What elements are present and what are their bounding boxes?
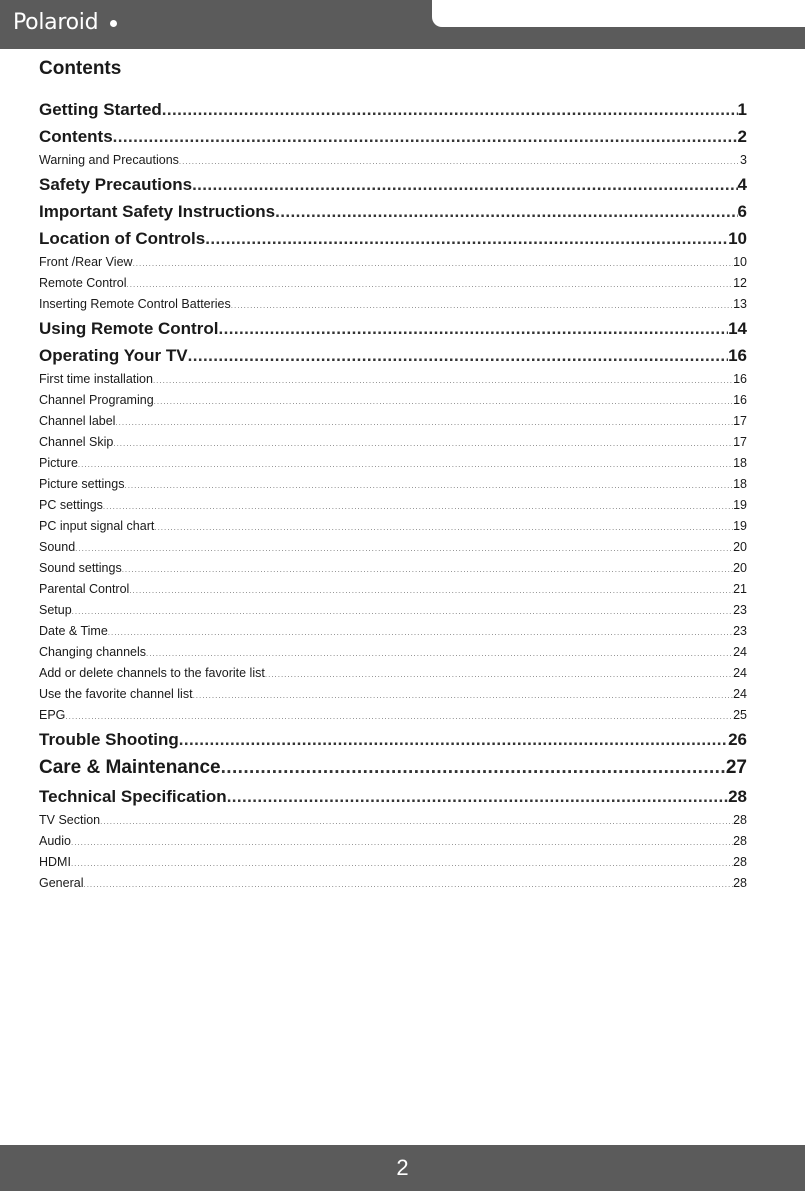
toc-entry-page: 28 <box>733 813 747 827</box>
page-number: 2 <box>396 1155 409 1180</box>
toc-entry <box>39 663 747 684</box>
toc-entry <box>39 294 747 315</box>
toc-entry-label: Audio <box>39 834 71 848</box>
toc-leader-dots <box>205 225 728 252</box>
toc-entry <box>39 705 747 726</box>
toc-leader-dots <box>146 643 733 663</box>
toc-entry <box>39 579 747 600</box>
header-tab-shape <box>432 0 805 27</box>
toc-entry <box>39 831 747 852</box>
toc-entry <box>39 198 747 225</box>
toc-leader-dots <box>75 538 733 558</box>
toc-entry-label: Using Remote Control <box>39 319 219 338</box>
toc-entry-page: 28 <box>728 787 747 806</box>
toc-entry-label: Add or delete channels to the favorite list <box>39 666 265 680</box>
toc-entry-label: Picture <box>39 456 78 470</box>
toc-entry <box>39 123 747 150</box>
toc-leader-dots <box>193 685 734 705</box>
toc-leader-dots <box>78 454 733 474</box>
toc-entry-page: 18 <box>733 477 747 491</box>
toc-entry-label: Picture settings <box>39 477 125 491</box>
toc-leader-dots <box>103 496 733 516</box>
toc-entry-page: 18 <box>733 456 747 470</box>
toc-entry-label: PC settings <box>39 498 103 512</box>
toc-leader-dots <box>179 726 728 753</box>
toc-entry <box>39 810 747 831</box>
page-title: Contents <box>39 58 122 79</box>
toc-entry-page: 17 <box>733 414 747 428</box>
toc-leader-dots <box>275 198 737 225</box>
toc-entry-label: Parental Control <box>39 582 130 596</box>
toc-leader-dots <box>83 874 733 894</box>
toc-entry-page: 16 <box>733 372 747 386</box>
toc-entry-page: 3 <box>740 153 747 167</box>
toc-entry-page: 19 <box>733 498 747 512</box>
toc-entry-label: Use the favorite channel list <box>39 687 193 701</box>
toc-leader-dots <box>188 342 728 369</box>
toc-leader-dots <box>127 274 734 294</box>
toc-entry <box>39 684 747 705</box>
toc-entry-label: Operating Your TV <box>39 346 188 365</box>
toc-leader-dots <box>124 475 733 495</box>
toc-entry-page: 28 <box>733 855 747 869</box>
toc-leader-dots <box>162 96 738 123</box>
page-header <box>0 0 805 49</box>
toc-leader-dots <box>154 517 733 537</box>
toc-entry <box>39 537 747 558</box>
toc-entry <box>39 273 747 294</box>
toc-leader-dots <box>71 853 733 873</box>
toc-entry-label: Changing channels <box>39 645 147 659</box>
toc-entry-label: Trouble Shooting <box>39 730 179 749</box>
toc-entry <box>39 783 747 810</box>
toc-entry-label: Technical Specification <box>39 787 227 806</box>
toc-entry-page: 24 <box>733 687 747 701</box>
toc-entry <box>39 753 747 783</box>
toc-entry <box>39 474 747 495</box>
toc-leader-dots <box>100 811 733 831</box>
toc-entry-label: Safety Precautions <box>39 175 193 194</box>
toc-entry-page: 28 <box>733 834 747 848</box>
toc-entry-page: 25 <box>733 708 747 722</box>
toc-entry-label: Sound <box>39 540 76 554</box>
toc-entry-label: First time installation <box>39 372 153 386</box>
toc-entry <box>39 252 747 273</box>
toc-entry-label: Warning and Precautions <box>39 153 179 167</box>
toc-entry-page: 10 <box>728 229 747 248</box>
toc-entry-label: TV Section <box>39 813 101 827</box>
toc-entry-label: Location of Controls <box>39 229 206 248</box>
toc-entry <box>39 621 747 642</box>
toc-entry-page: 2 <box>737 127 747 146</box>
toc-entry <box>39 390 747 411</box>
toc-entry-page: 14 <box>728 319 747 338</box>
toc-entry <box>39 873 747 894</box>
toc-entry-label: Inserting Remote Control Batteries <box>39 297 231 311</box>
toc-leader-dots <box>113 123 738 150</box>
toc-leader-dots <box>72 601 733 621</box>
toc-entry-page: 19 <box>733 519 747 533</box>
toc-entry-label: Sound settings <box>39 561 122 575</box>
toc-entry <box>39 315 747 342</box>
toc-entry-label: Channel Skip <box>39 435 114 449</box>
toc-leader-dots <box>227 783 728 810</box>
toc-entry-page: 12 <box>733 276 747 290</box>
toc-leader-dots <box>179 151 740 171</box>
toc-entry <box>39 342 747 369</box>
toc-leader-dots <box>65 706 733 726</box>
toc-entry-label: Channel Programing <box>39 393 154 407</box>
toc-leader-dots <box>153 370 733 390</box>
toc-entry-label: HDMI <box>39 855 71 869</box>
toc-entry-label: Setup <box>39 603 72 617</box>
toc-entry <box>39 225 747 252</box>
toc-entry-label: Channel label <box>39 414 116 428</box>
toc-entry-label: Remote Control <box>39 276 127 290</box>
toc-entry-page: 23 <box>733 603 747 617</box>
toc-entry-page: 1 <box>737 100 747 119</box>
toc-entry-page: 4 <box>737 175 747 194</box>
toc-entry-page: 17 <box>733 435 747 449</box>
toc-leader-dots <box>265 664 733 684</box>
toc-leader-dots <box>108 622 733 642</box>
toc-entry <box>39 432 747 453</box>
toc-leader-dots <box>113 433 733 453</box>
toc-leader-dots <box>192 171 737 198</box>
toc-leader-dots <box>133 253 734 273</box>
toc-entry-label: Important Safety Instructions <box>39 202 276 221</box>
toc-leader-dots <box>218 315 728 342</box>
toc-entry-page: 26 <box>728 730 747 749</box>
toc-entry <box>39 495 747 516</box>
toc-entry <box>39 852 747 873</box>
toc-entry-page: 6 <box>737 202 747 221</box>
toc-entry-page: 16 <box>728 346 747 365</box>
toc-entry <box>39 150 747 171</box>
toc-entry <box>39 600 747 621</box>
toc-entry-label: Care & Maintenance <box>39 757 221 778</box>
toc-leader-dots <box>154 391 733 411</box>
toc-entry <box>39 642 747 663</box>
toc-entry-page: 27 <box>725 757 747 778</box>
toc-entry-label: EPG <box>39 708 66 722</box>
toc-entry-label: General <box>39 876 84 890</box>
toc-entry-page: 16 <box>733 393 747 407</box>
toc-entry-page: 24 <box>733 645 747 659</box>
toc-entry-page: 24 <box>733 666 747 680</box>
page-footer <box>0 1145 805 1191</box>
toc-entry-label: PC input signal chart <box>39 519 155 533</box>
toc-leader-dots <box>129 580 733 600</box>
table-of-contents <box>39 96 747 894</box>
toc-entry-page: 20 <box>733 540 747 554</box>
toc-entry-page: 10 <box>733 255 747 269</box>
toc-leader-dots <box>221 753 726 783</box>
toc-entry-page: 28 <box>733 876 747 890</box>
toc-leader-dots <box>115 412 733 432</box>
toc-entry <box>39 369 747 390</box>
toc-entry-page: 23 <box>733 624 747 638</box>
toc-entry <box>39 516 747 537</box>
toc-entry <box>39 171 747 198</box>
toc-entry-label: Front /Rear View <box>39 255 133 269</box>
toc-entry-label: Getting Started <box>39 100 162 119</box>
toc-entry-page: 13 <box>733 297 747 311</box>
toc-entry <box>39 411 747 432</box>
toc-entry <box>39 453 747 474</box>
toc-entry <box>39 96 747 123</box>
toc-leader-dots <box>122 559 733 579</box>
toc-leader-dots <box>71 832 733 852</box>
brand-logo: Polaroid <box>13 10 99 35</box>
toc-entry-page: 20 <box>733 561 747 575</box>
toc-entry-label: Date & Time <box>39 624 108 638</box>
toc-entry-label: Contents <box>39 127 113 146</box>
toc-entry-page: 21 <box>733 582 747 596</box>
logo-dot-icon <box>110 20 117 27</box>
toc-entry <box>39 726 747 753</box>
toc-leader-dots <box>231 295 733 315</box>
toc-entry <box>39 558 747 579</box>
